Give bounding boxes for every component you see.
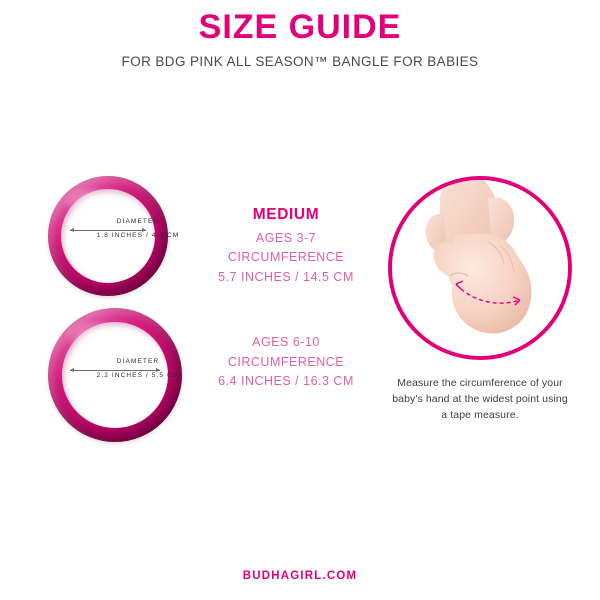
hand-photo — [388, 176, 572, 360]
size-circumference-label: CIRCUMFERENCE — [227, 250, 345, 265]
size-circumference-value: 5.7 INCHES / 14.5 CM — [218, 269, 354, 284]
diameter-label: DIAMETER — [116, 218, 160, 225]
page-subtitle: FOR BDG PINK ALL SEASON™ BANGLE FOR BABIES — [121, 53, 479, 69]
footer-brand[interactable]: BUDHAGIRL.COM — [242, 570, 358, 582]
baby-hand-illustration-icon — [392, 180, 568, 356]
photo-caption: Measure the circumference of your baby's hand at the widest point using a tape measure. — [392, 377, 568, 421]
size-block-medium — [196, 206, 376, 287]
size-ages: AGES 6-10 — [252, 335, 320, 350]
size-details — [196, 206, 376, 437]
page-title: SIZE GUIDE — [198, 8, 402, 46]
diameter-value: 2.2 INCHES / 5.5 CM — [96, 372, 180, 379]
size-block-large — [196, 333, 376, 391]
diameter-arrow-icon — [70, 370, 160, 371]
diameter-value: 1.8 INCHES / 4.6 CM — [96, 232, 180, 239]
header — [0, 10, 600, 69]
size-name: MEDIUM — [252, 206, 320, 223]
diameter-label: DIAMETER — [116, 358, 160, 365]
measurement-photo-section — [388, 176, 572, 423]
size-circumference-value: 6.4 INCHES / 16.3 CM — [218, 373, 354, 388]
size-ages: AGES 3-7 — [255, 231, 317, 245]
diameter-arrow-icon — [70, 230, 146, 231]
size-circumference-label: CIRCUMFERENCE — [227, 354, 345, 369]
